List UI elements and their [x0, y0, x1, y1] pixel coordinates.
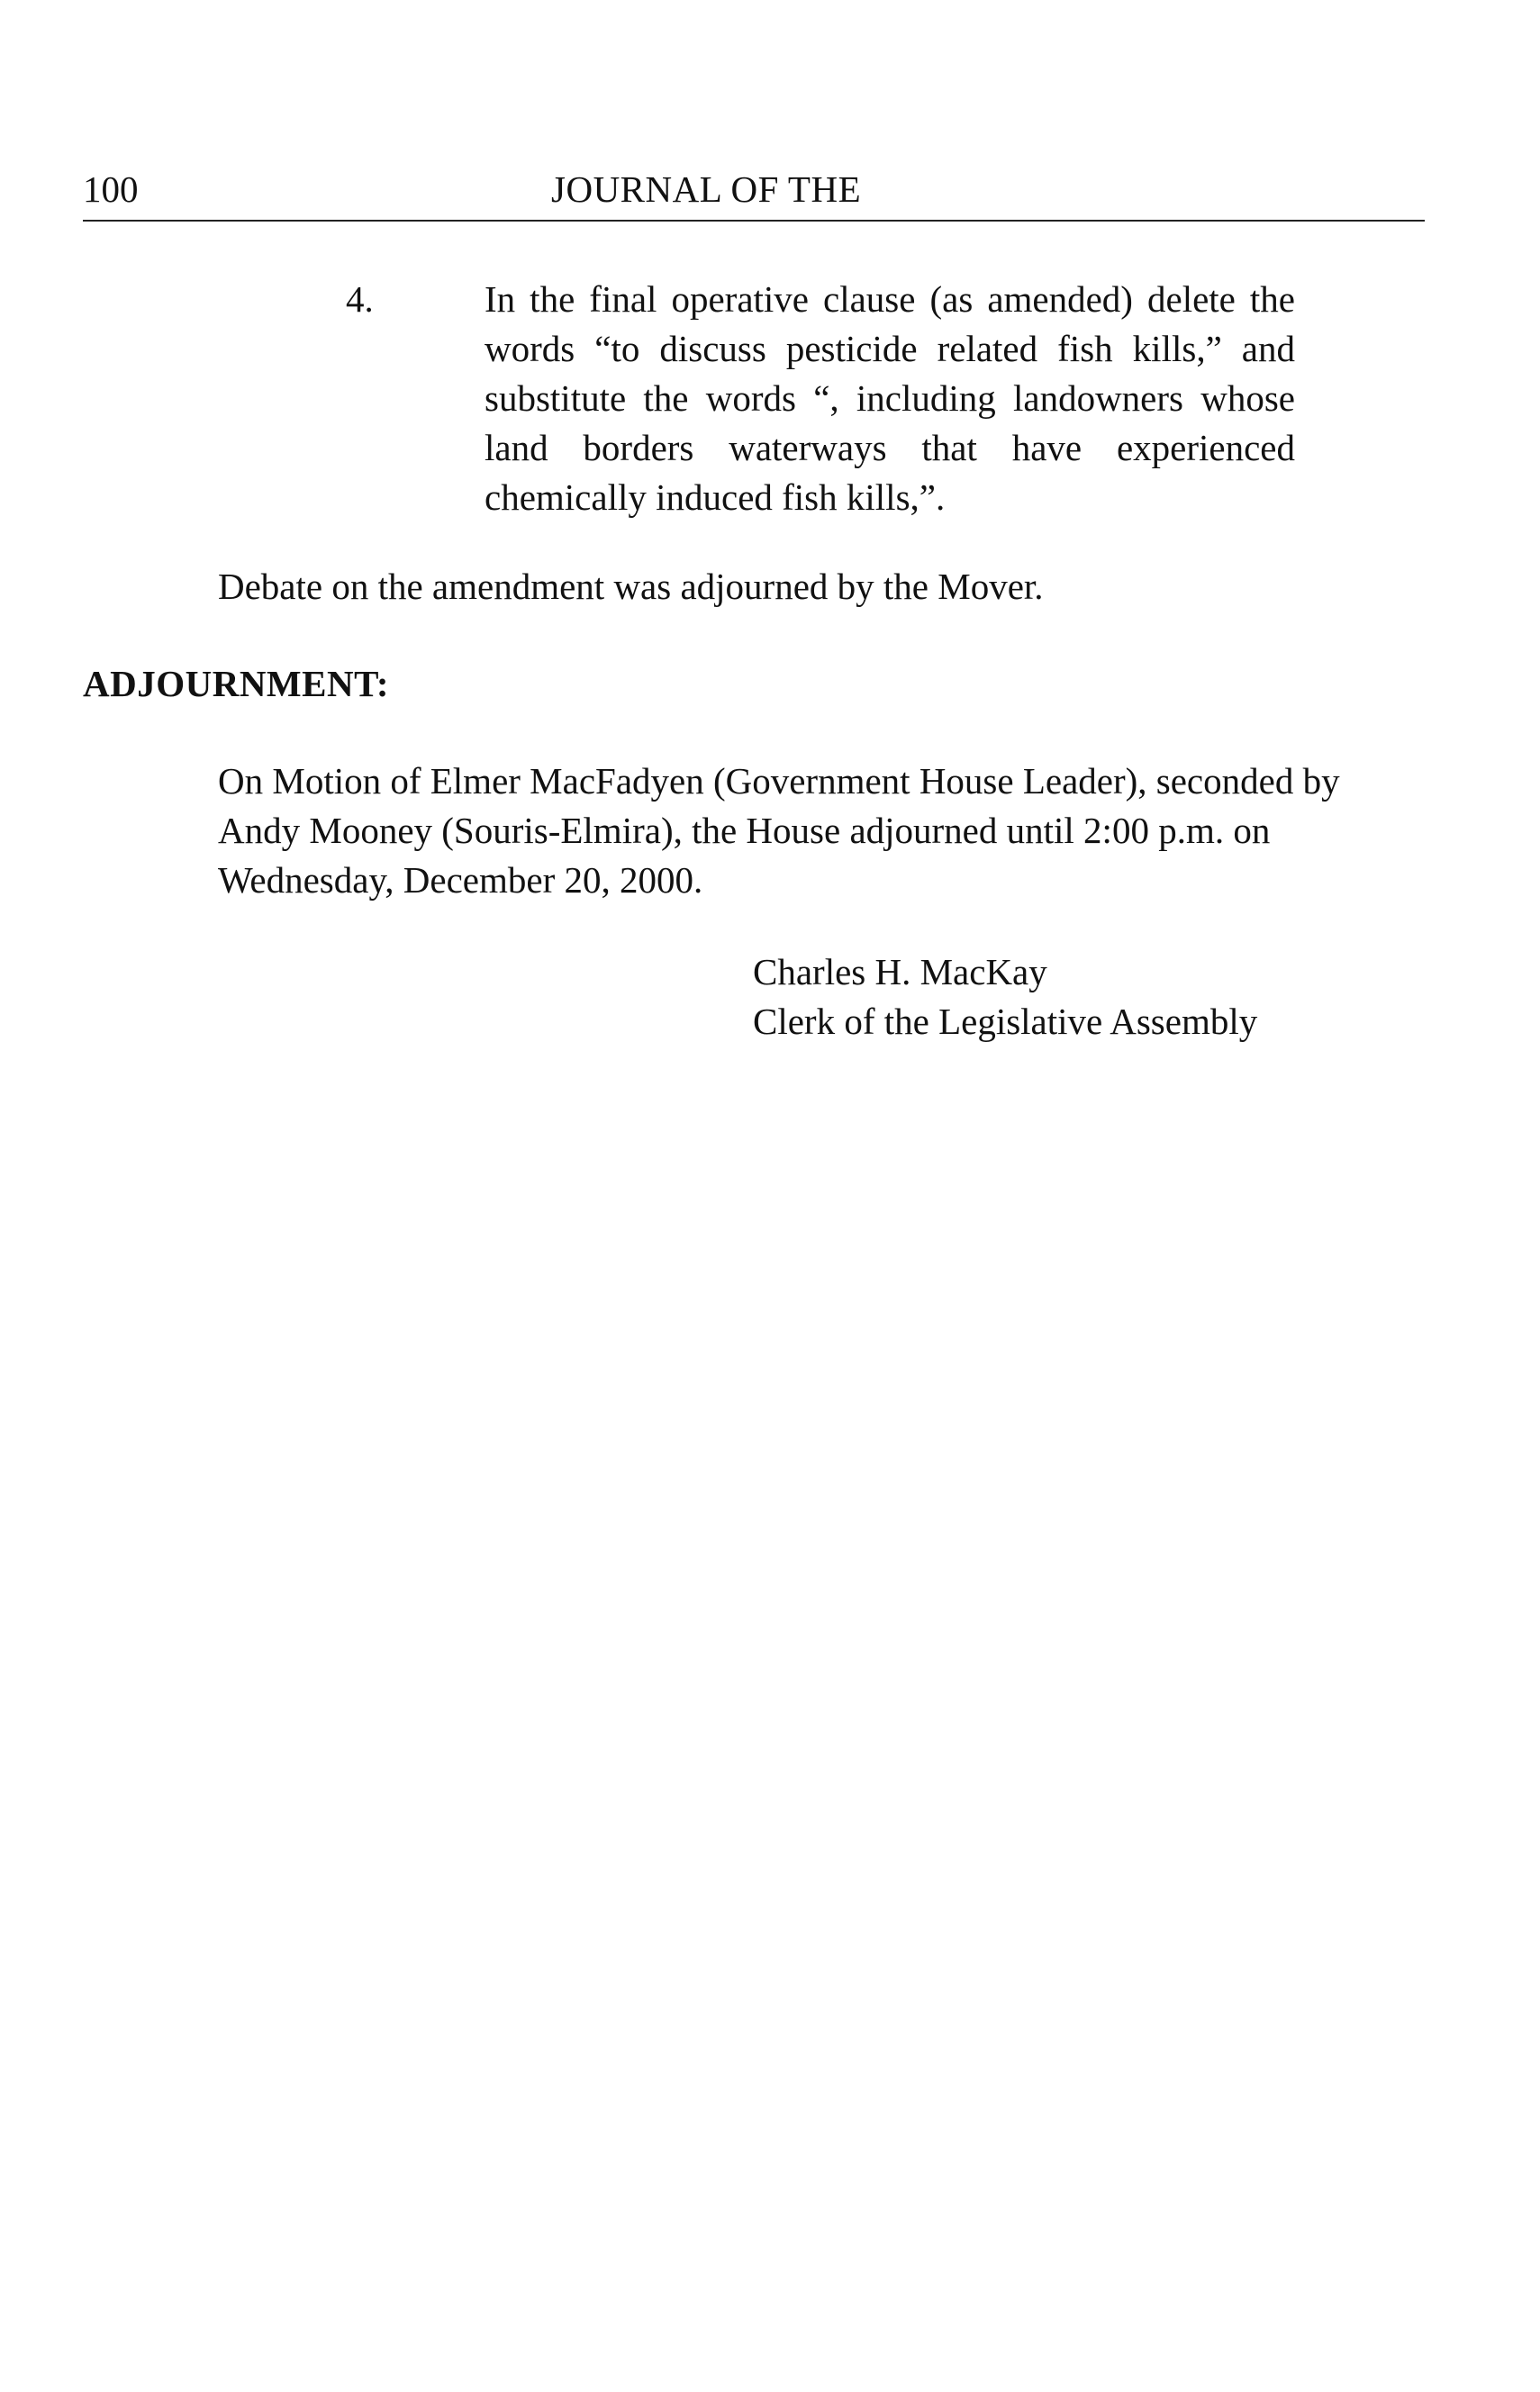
header-rule — [83, 220, 1425, 222]
debate-note: Debate on the amendment was adjourned by the Mover. — [218, 566, 1044, 607]
amendment-item-number: 4. — [346, 278, 374, 320]
signature-block — [753, 947, 1257, 1046]
running-head: JOURNAL OF THE — [551, 168, 862, 210]
amendment-item-text: In the final operative clause (as amended) delete the words “to discuss pesticide related fish kills,” and substitute the words “, including landowners whose land borders waterways that have experienced chemically induced fish kills,”. — [485, 278, 1295, 518]
adjournment-heading: ADJOURNMENT: — [83, 663, 390, 704]
signature-name: Charles H. MacKay — [753, 951, 1047, 992]
page-number: 100 — [83, 168, 139, 210]
adjournment-motion: On Motion of Elmer MacFadyen (Government House Leader), seconded by Andy Mooney (Souris-Elmira), the House adjourned until 2:00 p.m. on Wednesday, December 20, 2000. — [218, 760, 1340, 901]
signature-title: Clerk of the Legislative Assembly — [753, 1001, 1258, 1042]
